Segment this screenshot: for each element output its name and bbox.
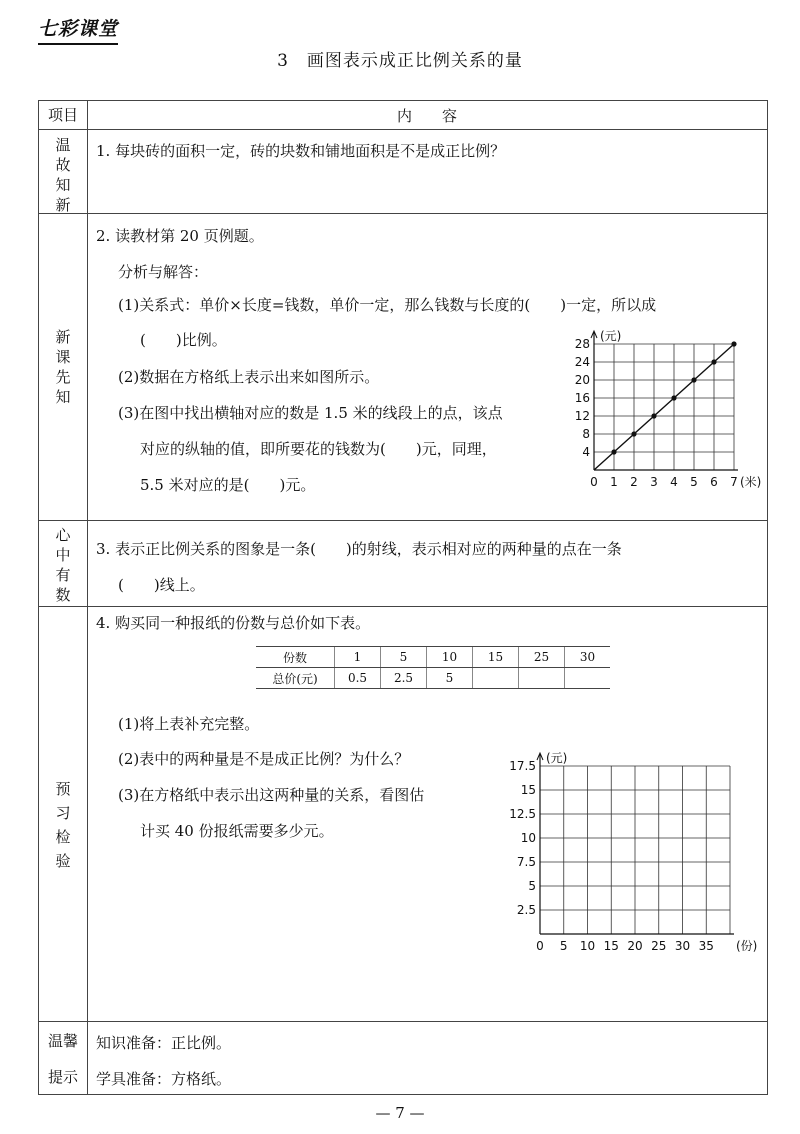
table-cell: 5 (427, 668, 473, 689)
price-table (256, 646, 610, 689)
y-tick-label: 10 (520, 831, 536, 845)
x-tick-label: 20 (627, 939, 643, 953)
x-tick-label: 2 (630, 475, 638, 489)
x-tick-label: 0 (536, 939, 544, 953)
new-lesson-q2: 2. 读教材第 20 页例题。 (96, 227, 264, 245)
new-lesson-p1b: ( )比例。 (140, 331, 227, 349)
chart-cost-length (560, 328, 770, 498)
logo-text: 七彩课堂 (38, 18, 119, 40)
table-cell: 30 (565, 647, 611, 668)
page-number: — 7 — (375, 1104, 425, 1122)
y-axis-label: (元) (600, 329, 622, 343)
preview-s3b: 计买 40 份报纸需要多少元。 (140, 822, 334, 840)
label-summary: 心 中 有 数 (55, 526, 71, 604)
x-tick-label: 4 (670, 475, 678, 489)
y-tick-label: 12.5 (509, 807, 536, 821)
y-tick-label: 4 (582, 445, 590, 459)
chart-newspaper-grid[interactable] (500, 748, 770, 962)
summary-q3a: 3. 表示正比例关系的图象是一条( )的射线，表示相对应的两种量的点在一条 (96, 540, 622, 558)
x-tick-label: 10 (579, 939, 596, 953)
table-cell: 5 (381, 647, 427, 668)
new-lesson-p2: (2)数据在方格纸上表示出来如图所示。 (118, 368, 380, 386)
y-tick-label: 15 (520, 783, 536, 797)
x-tick-label: 25 (651, 939, 667, 953)
data-point (631, 431, 636, 436)
y-tick-label: 7.5 (516, 855, 536, 869)
x-tick-label: 30 (674, 939, 691, 953)
summary-q3b: ( )线上。 (118, 576, 205, 594)
preview-s1: (1)将上表补充完整。 (118, 715, 260, 733)
table-row (256, 668, 610, 689)
y-axis-label: (元) (546, 751, 568, 765)
data-point (691, 377, 696, 382)
x-tick-label: 35 (698, 939, 714, 953)
x-tick-label: 7 (730, 475, 738, 489)
y-tick-label: 5 (528, 879, 536, 893)
new-lesson-p1a: (1)关系式：单价×长度=钱数，单价一定，那么钱数与长度的( )一定，所以成 (118, 296, 657, 314)
y-tick-label: 20 (574, 373, 590, 387)
table-cell: 25 (519, 647, 565, 668)
x-tick-label: 6 (710, 475, 718, 489)
table-cell[interactable] (565, 668, 611, 689)
logo (38, 14, 118, 41)
label-tips: 温馨 提示 (47, 1032, 78, 1086)
tip-knowledge: 知识准备：正比例。 (96, 1034, 232, 1052)
table-cell: 总价(元) (256, 668, 335, 689)
y-tick-label: 8 (582, 427, 590, 441)
label-new-lesson: 新 课 先 知 (55, 328, 71, 406)
data-point (731, 341, 736, 346)
data-point (671, 395, 676, 400)
page-title: 3 画图表示成正比例关系的量 (277, 51, 523, 71)
tip-tools: 学具准备：方格纸。 (96, 1070, 232, 1088)
data-point (711, 359, 716, 364)
y-tick-label: 16 (574, 391, 590, 405)
x-tick-label: 5 (690, 475, 698, 489)
table-cell: 0.5 (335, 668, 381, 689)
preview-q4: 4. 购买同一种报纸的份数与总价如下表。 (96, 614, 371, 632)
new-lesson-p3a: (3)在图中找出横轴对应的数是 1.5 米的线段上的点，该点 (118, 404, 503, 422)
y-tick-label: 17.5 (509, 759, 536, 773)
table-cell: 2.5 (381, 668, 427, 689)
x-tick-label: 3 (650, 475, 658, 489)
data-point (651, 413, 656, 418)
x-axis-label: (米) (740, 475, 762, 489)
preview-s2: (2)表中的两种量是不是成正比例？为什么？ (118, 750, 410, 768)
header-content: 内 容 (396, 107, 457, 125)
table-row (256, 647, 610, 668)
y-tick-label: 28 (574, 337, 590, 351)
table-cell: 10 (427, 647, 473, 668)
table-cell[interactable] (519, 668, 565, 689)
table-cell[interactable] (473, 668, 519, 689)
review-q1: 1. 每块砖的面积一定，砖的块数和铺地面积是不是成正比例？ (96, 142, 506, 160)
preview-s3a: (3)在方格纸中表示出这两种量的关系，看图估 (118, 786, 425, 804)
data-point (611, 449, 616, 454)
new-lesson-p3c: 5.5 米对应的是( )元。 (140, 476, 316, 494)
label-preview: 预 习 检 验 (55, 780, 71, 870)
x-tick-label: 1 (610, 475, 618, 489)
label-review: 温 故 知 新 (55, 136, 71, 214)
table-cell: 15 (473, 647, 519, 668)
header-item: 项目 (47, 106, 78, 124)
y-tick-label: 24 (574, 355, 590, 369)
new-lesson-p3b: 对应的纵轴的值，即所要花的钱数为( )元，同理， (140, 440, 497, 458)
x-tick-label: 0 (590, 475, 598, 489)
x-axis-label: (份) (736, 939, 758, 953)
new-lesson-analysis: 分析与解答： (118, 263, 209, 281)
table-cell: 份数 (256, 647, 335, 668)
y-tick-label: 2.5 (516, 903, 536, 917)
x-tick-label: 5 (559, 939, 568, 953)
y-tick-label: 12 (574, 409, 590, 423)
table-cell: 1 (335, 647, 381, 668)
x-tick-label: 15 (603, 939, 619, 953)
